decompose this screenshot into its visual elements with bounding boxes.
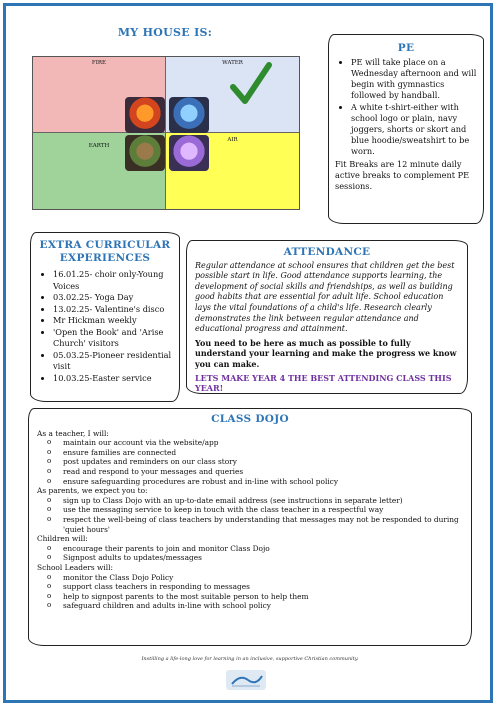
extra-item: • 10.03.25-Easter service xyxy=(53,373,173,385)
dojo-item: o support class teachers in responding to messages xyxy=(47,582,463,592)
dojo-item: o ensure families are connected xyxy=(47,448,463,458)
footer-motto: Instilling a life-long love for learning in an inclusive, supportive Christian community. xyxy=(141,656,359,662)
house-water-label: WATER xyxy=(222,60,243,66)
attendance-panel xyxy=(186,240,468,394)
dojo-leaders-list xyxy=(37,573,463,611)
dojo-item: o read and respond to your messages and queries xyxy=(47,467,463,477)
dojo-item: o help to signpost parents to the most suitable person to help them xyxy=(47,592,463,602)
dojo-item: o monitor the Class Dojo Policy xyxy=(47,573,463,583)
water-character-image xyxy=(169,97,209,133)
dojo-teacher-list xyxy=(37,438,463,486)
dojo-item: o post updates and reminders on our class story xyxy=(47,457,463,467)
dojo-item: o respect the well-being of class teachers by understanding that messages may not be responded to during 'quiet hours' xyxy=(47,515,463,534)
dojo-item: o sign up to Class Dojo with an up-to-date email address (see instructions in separate letter) xyxy=(47,496,463,506)
extra-item: • 'Open the Book' and 'Arise Church' visitors xyxy=(53,327,173,350)
pe-title: PE xyxy=(397,42,415,54)
dojo-item: o ensure safeguarding procedures are robust and in-line with school policy xyxy=(47,477,463,487)
dojo-parents-list xyxy=(37,496,463,534)
class-dojo-panel xyxy=(28,408,472,646)
house-grid xyxy=(32,56,300,210)
extra-item: • Mr Hickman weekly xyxy=(53,315,173,327)
attendance-emphasis: You need to be here as much as possible to fully understand your learning and make the progress we know you can make. xyxy=(195,337,457,369)
extra-item: • 13.02.25- Valentine's disco xyxy=(53,304,173,316)
extra-item: • 16.01.25- choir only-Young Voices xyxy=(53,269,173,292)
dojo-item: o safeguard children and adults in-line with school policy xyxy=(47,601,463,611)
pe-list xyxy=(335,57,477,157)
pe-item: • PE will take place on a Wednesday afternoon and will begin with gymnastics followed by handball. xyxy=(351,57,477,101)
school-logo-icon xyxy=(226,670,266,690)
extra-item: • 03.02.25- Yoga Day xyxy=(53,292,173,304)
dojo-teacher-heading: As a teacher, I will: xyxy=(37,428,109,438)
attendance-slogan: LETS MAKE YEAR 4 THE BEST ATTENDING CLASS THIS YEAR! xyxy=(195,372,452,394)
extra-list xyxy=(37,269,173,384)
extra-item: • 05.03.25-Pioneer residential visit xyxy=(53,350,173,373)
extra-title: EXTRA CURRICULAR EXPERIENCES xyxy=(39,239,171,264)
dojo-leaders-heading: School Leaders will: xyxy=(37,562,113,572)
house-air-label: AIR xyxy=(227,137,238,143)
dojo-item: o maintain our account via the website/app xyxy=(47,438,463,448)
earth-character-image xyxy=(125,135,165,171)
check-icon xyxy=(229,61,273,107)
house-title: MY HOUSE IS: xyxy=(117,26,213,39)
dojo-title: CLASS DOJO xyxy=(211,413,289,425)
air-character-image xyxy=(169,135,209,171)
attendance-title: ATTENDANCE xyxy=(283,246,371,258)
pe-note: Fit Breaks are 12 minute daily active breaks to complement PE sessions. xyxy=(335,159,470,191)
dojo-item: o encourage their parents to join and monitor Class Dojo xyxy=(47,544,463,554)
dojo-children-heading: Children will: xyxy=(37,534,88,544)
extra-curricular-panel xyxy=(30,232,180,402)
house-fire-label: FIRE xyxy=(91,60,107,66)
pe-panel xyxy=(328,34,484,224)
dojo-item: o Signpost adults to updates/messages xyxy=(47,553,463,563)
dojo-children-list xyxy=(37,544,463,563)
house-earth-label: EARTH xyxy=(88,143,110,149)
dojo-item: o use the messaging service to keep in touch with the class teacher in a respectful way xyxy=(47,505,463,515)
dojo-parents-heading: As parents, we expect you to: xyxy=(37,486,148,496)
pe-item: • A white t-shirt-either with school logo or plain, navy joggers, shorts or skort and blue hoodie/sweatshirt to be worn. xyxy=(351,102,477,157)
fire-character-image xyxy=(125,97,165,133)
attendance-paragraph: Regular attendance at school ensures that children get the best possible start in life. Good attendance supports learning, the development of social skills and friendships, as well as building good habits that are essential for adult life. School education lays the vital foundations of a child's life. Research clearly demonstrates the link between regular attendance and educational progress and attainment. xyxy=(195,260,455,334)
